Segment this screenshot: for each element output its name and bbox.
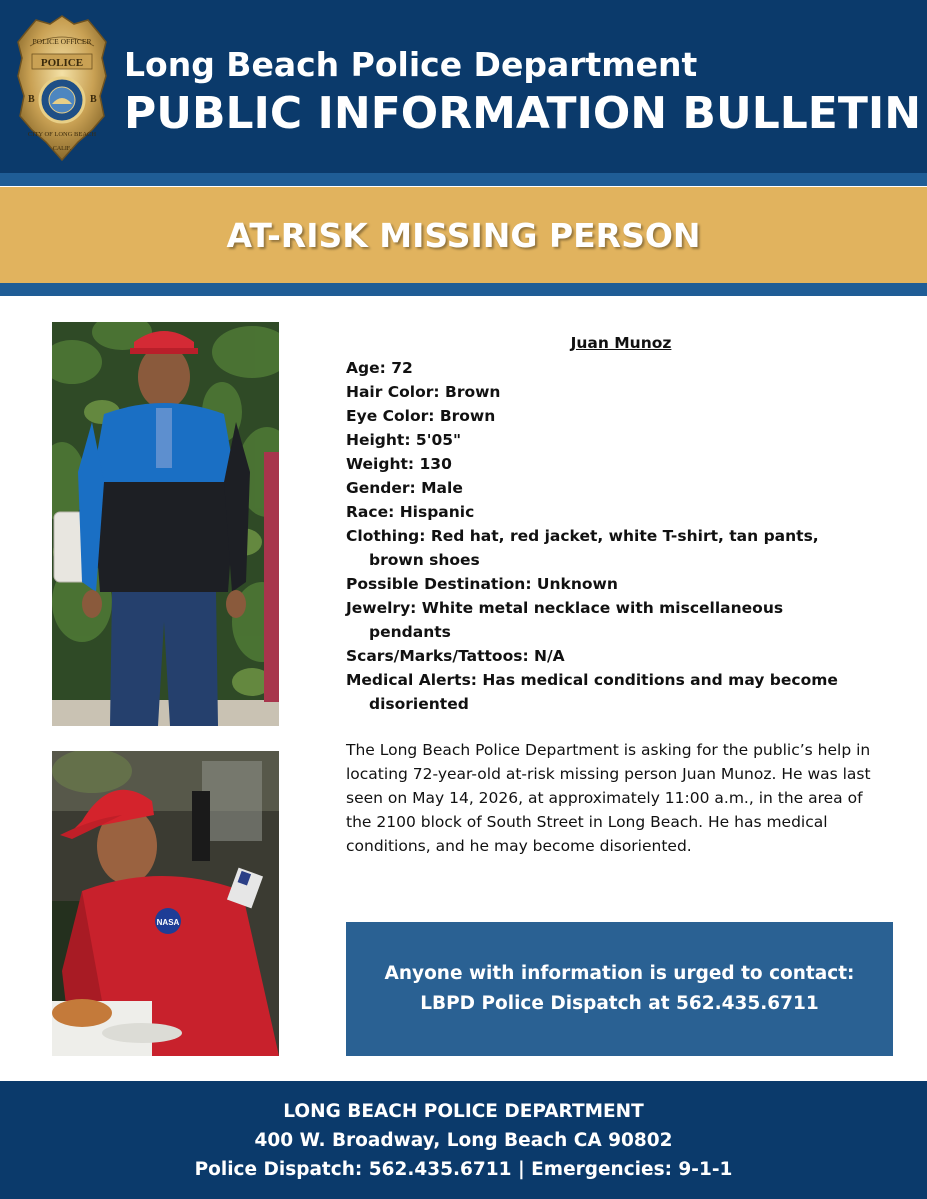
contact-line-1: Anyone with information is urged to contact: (384, 963, 855, 984)
footer (0, 1081, 927, 1199)
detail-scars-marks-tattoos: Scars/Marks/Tattoos: N/A (346, 647, 565, 665)
detail-weight: Weight: 130 (346, 455, 452, 473)
detail-eye-color: Eye Color: Brown (346, 407, 496, 425)
divider-stripe (0, 283, 927, 296)
person-photo-seated (52, 751, 279, 1056)
alert-title: AT-RISK MISSING PERSON (226, 215, 701, 255)
detail-height: Height: 5'05" (346, 431, 462, 449)
detail-hair-color: Hair Color: Brown (346, 383, 501, 401)
detail-age: Age: 72 (346, 359, 413, 377)
svg-text:B: B (90, 94, 97, 105)
footer-phone-numbers: Police Dispatch: 562.435.6711 | Emergencies: 9-1-1 (194, 1158, 733, 1180)
narrative-paragraph (346, 738, 906, 858)
detail-clothing: Clothing: Red hat, red jacket, white T-shirt, tan pants, (346, 527, 819, 545)
police-badge-icon (16, 14, 108, 164)
svg-text:POLICE OFFICER: POLICE OFFICER (32, 37, 92, 46)
footer-address: 400 W. Broadway, Long Beach CA 90802 (254, 1129, 673, 1151)
detail-possible-destination: Possible Destination: Unknown (346, 575, 618, 593)
person-details (346, 356, 866, 716)
detail-clothing-cont: brown shoes (369, 551, 480, 569)
department-name: Long Beach Police Department (124, 45, 698, 84)
detail-jewelry-cont: pendants (369, 623, 451, 641)
person-name: Juan Munoz (570, 334, 672, 352)
narrative-line: The Long Beach Police Department is asking for the public’s help in (346, 741, 871, 759)
detail-race: Race: Hispanic (346, 503, 475, 521)
svg-text:B: B (28, 94, 35, 105)
svg-text:NASA: NASA (156, 918, 180, 927)
bulletin-title: PUBLIC INFORMATION BULLETIN (124, 88, 922, 139)
detail-medical-alerts-cont: disoriented (369, 695, 469, 713)
contact-line-2: LBPD Police Dispatch at 562.435.6711 (420, 993, 819, 1014)
svg-text:POLICE: POLICE (40, 57, 84, 69)
contact-box (346, 922, 893, 1056)
person-photo-standing (52, 322, 279, 726)
svg-text:CALIF.: CALIF. (52, 146, 72, 152)
alert-banner (0, 187, 927, 283)
svg-text:CITY OF LONG BEACH: CITY OF LONG BEACH (27, 131, 97, 138)
narrative-line: seen on May 14, 2026, at approximately 11:00 a.m., in the area of (346, 789, 863, 807)
narrative-line: the 2100 block of South Street in Long Beach. He has medical (346, 813, 828, 831)
detail-medical-alerts: Medical Alerts: Has medical conditions and may become (346, 671, 838, 689)
footer-department: LONG BEACH POLICE DEPARTMENT (283, 1100, 644, 1122)
narrative-line: conditions, and he may become disoriented. (346, 837, 692, 855)
narrative-line: locating 72-year-old at-risk missing person Juan Munoz. He was last (346, 765, 871, 783)
detail-gender: Gender: Male (346, 479, 463, 497)
detail-jewelry: Jewelry: White metal necklace with miscellaneous (346, 599, 784, 617)
divider-stripe (0, 173, 927, 186)
header-banner (0, 0, 927, 173)
